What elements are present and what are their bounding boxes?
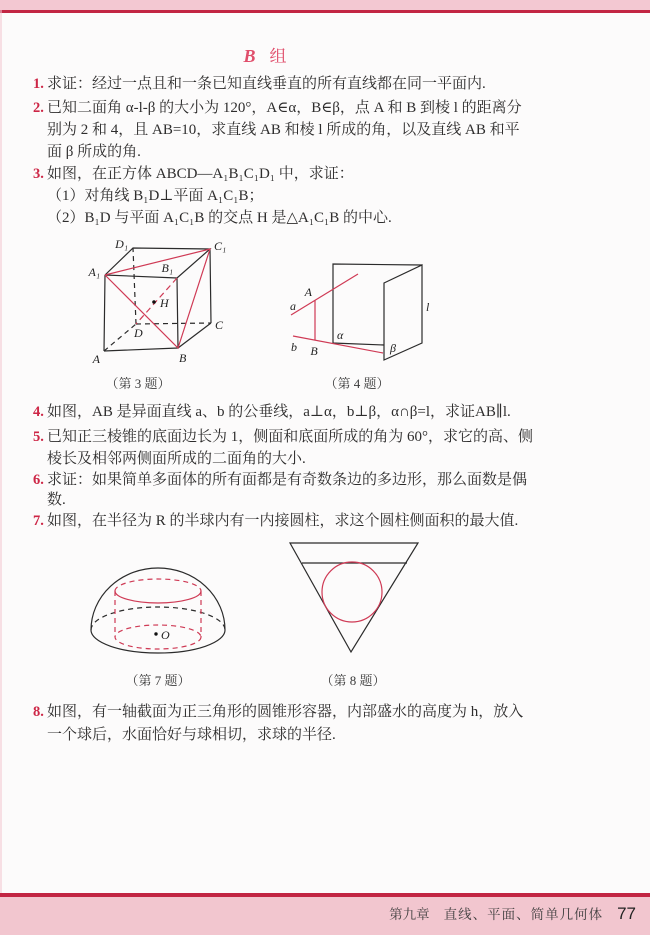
footer-section: 直线、平面、简单几何体 [443,907,604,922]
inscribed-sphere-circle [322,562,382,622]
problem-8-number: 8. [33,704,44,720]
hemisphere-label-o: O [161,628,170,642]
section-title-letter: B [243,46,258,66]
footer [16,903,636,924]
figure-hemisphere-caption: （第 7 题） [125,673,191,688]
left-edge-strip [0,0,2,935]
planes-label-a: a [290,299,296,313]
cube-label-a1: A₁ [88,265,100,279]
cube-label-d: D [134,326,143,340]
dome-arc [91,568,225,630]
planes-labels [290,285,430,358]
textbook-page: B 组 1. 求证：经过一点且和一条已知直线垂直的所有直线都在同一平面内. 2. 已知二面角 α-l-β 的大小为 120°，A∈α，B∈β，点 A 和 B 到棱 l 的距离分 别为 2 和 4，且 AB=10，求直线 AB 和棱 l 所成的角，以及直线 AB 和平 面 β 所成的角. 3. 如图，在正方体 ABCD—A₁B₁C₁D₁ 中，求证： （1）对角线 B₁D⊥平面 A₁C₁B； （2）B₁D 与平面 A₁C₁B 的交点 H 是△A₁C₁B 的中心. D₁ C₁ A₁ B₁ H D C A B （第 3 题） a A b B α β l （第 4 题） 4. 如图，AB 是异面直线 a、b 的公垂线，a⊥α，b⊥β，α∩β=l，求证AB∥l. 5. 已知正三棱锥的底面边长为 1，侧面和底面所成的角为 60°，求它的高、侧 棱长及相邻两侧面所成的二面角的大小. 6. 求证：如果简单多面体的所有面都是有奇数条边的多边形，那么面数是偶 数. 7. 如图，在半径为 R 的半球内有一内接圆柱，求这个圆柱侧面积的最大值. O （第 7 题） （第 8 题） 8. 如图，有一轴截面为正三角形的圆锥形容器，内部盛水的高度为 h，放入 一个球后，水面恰好与球相切，求球的半径. 第九章 直线、平面、简单几何体 77 [0,0,650,935]
cylinder-sides [115,591,201,637]
figure-cube-caption: （第 3 题） [105,376,171,391]
cube-label-a: A [92,352,100,366]
figure-planes-caption: （第 4 题） [324,376,390,391]
problem-3-number: 3. [33,166,44,182]
inscribed-cylinder [115,579,201,649]
figure-row-1 [0,238,650,398]
problem-5-number: 5. [33,429,44,445]
cube-label-c: C [215,318,224,332]
plane-alpha-outline [333,264,422,345]
planes-label-A: A [304,285,312,299]
planes-label-beta: β [390,341,396,355]
cone-triangle [290,543,418,652]
cube-label-b1: B₁ [161,261,173,275]
problem-6-number: 6. [33,472,44,488]
figure-cube [104,248,211,351]
cube-label-b: B [179,351,187,365]
figure-row-2 [0,538,650,696]
figure-cone [290,543,418,652]
base-ellipse-back [91,607,225,630]
cube-label-c1: C₁ [214,239,227,253]
cube-diagonal-b1d [136,278,177,324]
problem-1-number: 1. [33,76,44,92]
figure-hemisphere [91,568,225,653]
top-red-rule [0,10,650,13]
planes-label-l: l [426,300,430,314]
center-o-dot [154,632,157,635]
cube-label-h: H [160,296,169,310]
cylinder-bottom-ellipse [115,625,201,649]
cube-visible-edges [104,248,211,351]
planes-label-alpha: α [337,328,344,342]
top-pink-band [0,0,650,10]
planes-label-B: B [310,344,318,358]
problem-2-number: 2. [33,100,44,116]
cylinder-top-back [115,579,201,591]
problem-7-number: 7. [33,513,44,529]
point-h-dot [152,300,156,304]
line-a [291,274,358,315]
cube-label-d1: D₁ [115,237,128,251]
cylinder-top-front [115,591,201,603]
cube-section-triangle [105,249,210,348]
footer-page-number: 77 [617,904,636,923]
footer-chapter: 第九章 [389,907,430,922]
planes-label-b: b [291,340,297,354]
problem-4-number: 4. [33,404,44,420]
figure-cone-caption: （第 8 题） [320,673,386,688]
section-title [0,42,530,67]
section-title-word: 组 [269,47,287,66]
